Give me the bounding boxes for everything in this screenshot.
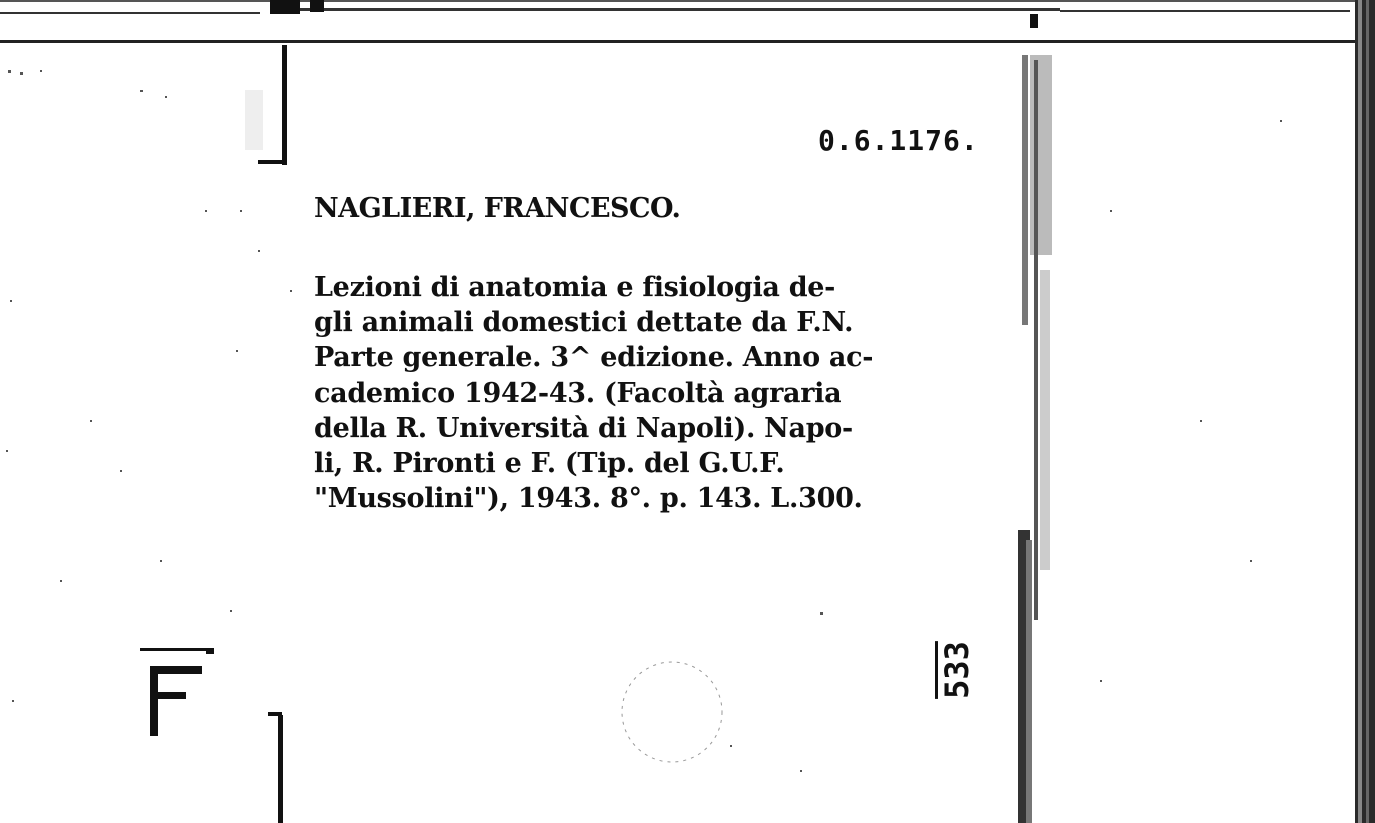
letter-mark-f bbox=[140, 648, 220, 738]
call-number: 0.6.1176. bbox=[818, 124, 979, 157]
description-block bbox=[314, 270, 1024, 516]
author-heading: NAGLIERI, FRANCESCO. bbox=[314, 193, 681, 224]
description-line: Parte generale. 3^ edizione. Anno ac- bbox=[314, 342, 874, 374]
vertical-number-text: 533 bbox=[938, 641, 976, 699]
description-line: gli animali domestici dettate da F.N. bbox=[314, 307, 854, 339]
description-line: cademico 1942-43. (Facoltà agraria bbox=[314, 377, 842, 409]
description-line: li, R. Pironti e F. (Tip. del G.U.F. bbox=[314, 448, 785, 480]
vertical-number bbox=[938, 628, 978, 712]
description-line: della R. Università di Napoli). Napo- bbox=[314, 412, 853, 444]
description-line: Lezioni di anatomia e fisiologia de- bbox=[314, 272, 836, 303]
description-line: "Mussolini"), 1943. 8°. p. 143. L.300. bbox=[314, 483, 863, 515]
